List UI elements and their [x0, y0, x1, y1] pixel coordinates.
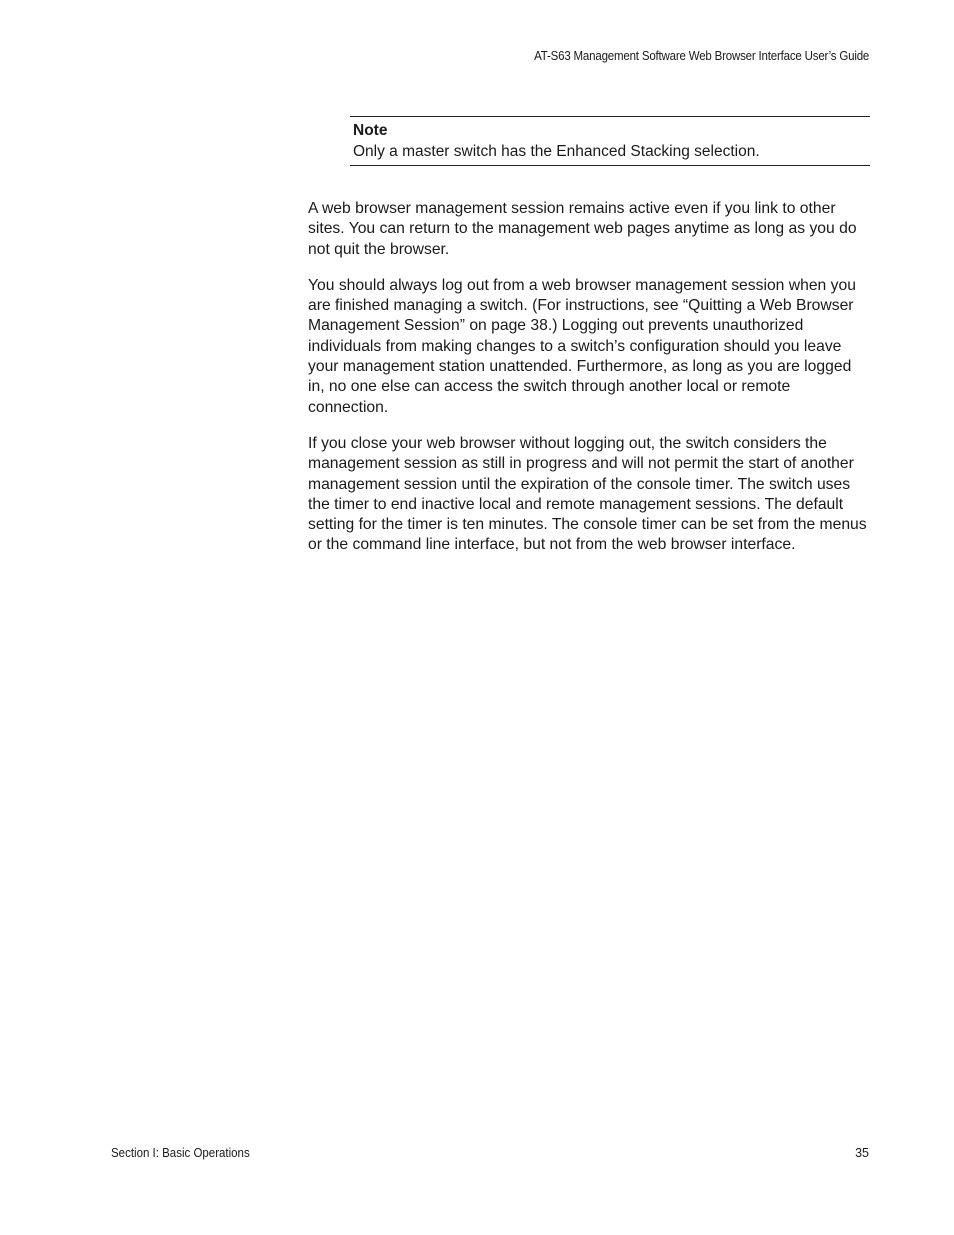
note-box	[350, 116, 870, 166]
running-header: AT-S63 Management Software Web Browser Interface User’s Guide	[533, 49, 869, 63]
body-text	[308, 199, 871, 572]
paragraph-session-active: A web browser management session remains active even if you link to other sites. You can return to the management web pages anytime as long as you do not quit the browser.	[308, 200, 857, 258]
paragraph-console-timer: If you close your web browser without logging out, the switch considers the management session as still in progress and will not permit the start of another management session until the expiration of the console timer. The switch uses the timer to end inactive local and remote management sessions. The default setting for the timer is ten minutes. The console timer can be set from the menus or the command line interface, but not from the web browser interface.	[308, 434, 867, 554]
footer-page-number: 35	[855, 1146, 869, 1160]
footer-section: Section I: Basic Operations	[111, 1146, 250, 1160]
paragraph-log-out: You should always log out from a web browser management session when you are finished managing a switch. (For instructions, see “Quitting a Web Browser Management Session” on page 38.) Logging out prevents unauthorized individuals from making changes to a switch’s configuration should you leave your management station unattended. Furthermore, as long as you are logged in, no one else can access the switch through another local or remote connection.	[308, 276, 856, 416]
note-text: Only a master switch has the Enhanced Stacking selection.	[353, 143, 760, 160]
note-label: Note	[353, 122, 388, 139]
